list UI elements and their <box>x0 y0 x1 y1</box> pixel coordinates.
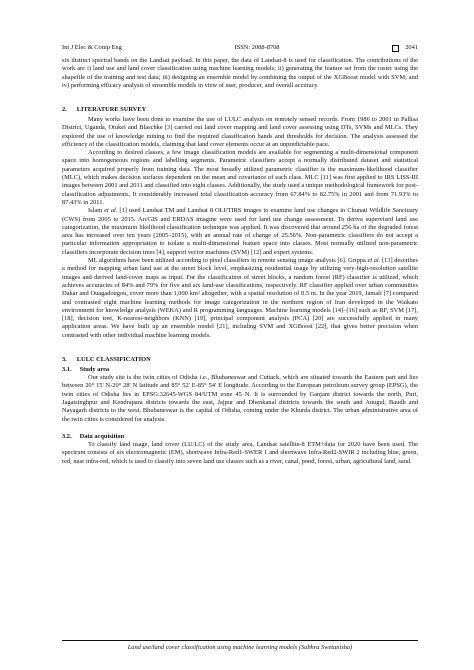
paragraph <box>62 257 418 340</box>
et-al: et al. <box>367 257 381 265</box>
paragraph-text: [1] used Landsat TM and Landsat 8 OLI/TIRS images to examine land use changes in Chunati Wildlife Sanctuary (CWS) from 2005 to 2015. ArcGIS and ERDAS imagine were used for land use change assessment. To derive supervised land use categorization, the maximum likelihood classification technique was applied. It was discovered that around 256 ha of the degraded forest area has increased over ten years (2005–2015), with an annual rate of change of 25.56%. Non-parametric classifiers do not accept a particular information appropriation to isolate a multi-dimensional feature space into classes. Most normally utilized non-parametric classifiers incorporate decision trees [4], support vector machines (SVM) [12] and expert systems. <box>62 207 418 256</box>
subsection-heading <box>62 433 418 441</box>
paragraph: Our study site is the twin cities of Odisha i.e., Bhubaneswar and Cuttack, which are situated towards the Eastern part and lies between 20° 15' N-20° 28' N latitude and 85° 52' E-85° 54' E longitude. According to the European petroleum survey group (EPSG), the twin cities of Odisha lies in EPSG:32645-WGS 84/UTM zone 45 N. It is surrounded by Ganjam district towards the north, Puri, Jagatsinghpur and Kendrapara districts towards the east, Jajpur and Dhenkanal districts towards the south and Anugul, Baudh and Nayagarh districts to the west. Bhubaneswar is the capital of Odisha, coming under the Khurda district. The urban administrative area of the twin cities is considered for analysis. <box>62 374 418 423</box>
subsection-number: 3.1. <box>62 365 72 373</box>
footer-text: Land use/land cover classification using machine learning models (Subhra Swetanisha) <box>127 644 353 651</box>
paragraph: According to desired classes, a few image classification models are available for segmenting a multi-dimensional component space into homogeneous regions and labelling segments. Parametric classifiers accept a normally distributed dataset and statistical parameters acquired properly from training data. The most broadly utilized parametric classifier is the maximum-likelihood classifier (MLC), which makes decision surfaces dependent on the mean and covariance of each class. MLC [11] was first applied to IRS LISS-III images between 2001 and 2011 and classified into eight classes. Additionally, the study used a unique methodological framework for post-classification adjustments. It considerably increased total classification accuracy from 67.84% to 82.75% in 2001 and from 71.93% to 87.43% in 2011. <box>62 149 418 206</box>
section-heading-3 <box>62 356 418 364</box>
square-icon <box>392 45 399 52</box>
page-number-group <box>392 44 418 52</box>
paragraph-text: [13] describes a method for mapping urban land use at the street block level, emphasizing residential usage by utilizing very-high-resolution satellite images and derived land-cover maps as input. For the classification of street blocks, a random forest (RF) classifier is utilized, which achieves accuracies of 84% and 79% for five and six land-use classifications, respectively. RF classifier applied over urban communities Dakar and Ouagadougou, cover more than 1,000 km² altogether, with a spatial resolution of 0.5 m. In the year 2019, Jamali [7] compared and contrasted eight machine learning methods for image categorization in the northern region of Iran developed in the Waikato environment for knowledge analysis (WEKA) and R programming languages. Machine learning models [14]–[16] such as RF, SVM [17], [18], decision tree, K-nearest-neighbors (KNN) [19], principal component analysis (PCA) [20] are successfully applied in many application areas. We have built up an ensemble model [21], including SVM and XGBoost [22], that gives better precision when contrasted with other individual machine learning models. <box>62 257 419 339</box>
paragraph: To classify land usage, land cover (LU/LC) of the study area, Landsat satellite-8 ETM+data for 2020 have been used. The spectrum consists of six electromagnetic (EM), shortwave Infra-Red1-SWER 1 and shortwave Infra-Red2-SWIR 2 including blue, green, red, near infra-red, which is used to classify into seven land use classes such as a river, canal, pond, forest, urban, agricultural land, sand. <box>62 441 418 465</box>
paragraph-text: ML algorithms have been utilized according to pixel classifiers in remote sensing image analysis [6]. Grippa <box>88 257 366 265</box>
section-title: LULC CLASSIFICATION <box>76 355 151 363</box>
subsection-title: Study area <box>79 365 110 373</box>
et-al: et al. <box>104 207 118 215</box>
section-title: LITERATURE SURVEY <box>76 105 147 113</box>
section-number: 3. <box>62 355 67 363</box>
section-heading-2 <box>62 106 418 114</box>
subsection-title: Data acquisition <box>79 432 125 440</box>
page-number: 2041 <box>405 44 418 51</box>
intro-paragraph: six distinct spectral bands on the Landsat payload. In this paper, the data of Landsat-8 is used for classification. The contributions of the work are i) land use and land cover classification using machine learning models; ii) generating the feature set from the raster using the shapefile of the training and test data; iii) designing an ensemble model by combining the output of the XGBoost model with SVM; and iv) performing efficacy analysis of ensemble models in view of user, producer, and overall accuracy. <box>62 57 418 89</box>
journal-name: Int J Elec & Comp Eng <box>62 44 122 51</box>
page-footer <box>62 640 418 651</box>
paragraph: Many works have been done to examine the use of LULC analysis on remotely sensed records. From 1986 to 2001 in Pallisa District, Uganda, Otukei and Blaschke [3] carried out land cover mapping and land cover assessing using DTs, SVMs and MLCs. They explored the use of knowledge mining to find the required classification bands and thresholds for decision. The analysis assessed the efficiency of the classification models, claiming that land cover elements occur at an unpredictable pace. <box>62 115 418 148</box>
paragraph <box>62 207 418 257</box>
subsection-heading <box>62 366 418 374</box>
section-number: 2. <box>62 105 67 113</box>
body-content <box>62 57 418 466</box>
subsection-number: 3.2. <box>62 432 72 440</box>
author-name: Islam <box>88 207 103 215</box>
page-header <box>62 44 418 52</box>
issn: ISSN: 2088-8708 <box>234 44 280 51</box>
